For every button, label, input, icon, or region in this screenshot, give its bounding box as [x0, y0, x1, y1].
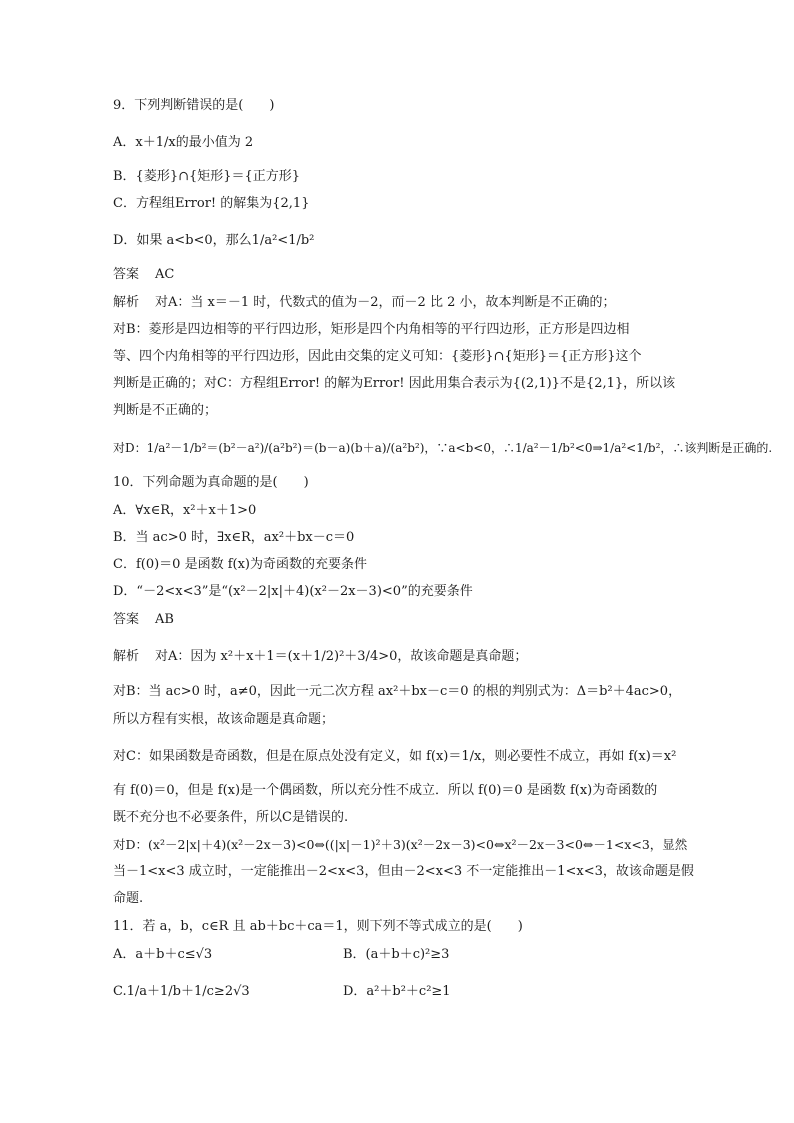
q10-option-a: A．∀x∈R，x²＋x＋1>0 [113, 503, 257, 518]
answer-label: 答案 [113, 267, 140, 282]
q10-analysis-line-8: 当－1<x<3 成立时，一定能推出－2<x<3，但由－2<x<3 不一定能推出－1<x<3，故该命题是假 [113, 864, 694, 879]
q9-stem: 9．下列判断错误的是( ) [113, 98, 275, 113]
q9-analysis-line-4: 判断是正确的；对C：方程组Error! 的解为Error! 因此用集合表示为{(2,1)}不是{2,1}，所以该 [113, 376, 676, 391]
q9-option-b: B．{菱形}∩{矩形}＝{正方形} [113, 169, 301, 184]
q11-option-d: D．a²＋b²＋c²≥1 [343, 984, 451, 999]
q9-analysis-line-3: 等、四个内角相等的平行四边形，因此由交集的定义可知：{菱形}∩{矩形}＝{正方形}这个 [113, 349, 642, 364]
answer-value: AC [155, 267, 175, 282]
analysis-label: 解析 [113, 649, 140, 664]
answer-label: 答案 [113, 612, 140, 627]
q9-analysis-line-5: 判断是不正确的； [113, 403, 218, 418]
analysis-label: 解析 [113, 295, 140, 310]
q11-option-c: C.1/a＋1/b＋1/c≥2√3 [113, 984, 250, 999]
q11-option-b: B．(a＋b＋c)²≥3 [343, 947, 450, 962]
q10-analysis-line-4: 对C：如果函数是奇函数，但是在原点处没有定义，如 f(x)＝1/x，则必要性不成立，再如 f(x)＝x² [113, 749, 677, 764]
q9-option-c: C．方程组Error! 的解集为{2,1} [113, 196, 310, 211]
q9-option-a: A．x＋1/x的最小值为 2 [113, 135, 254, 150]
q10-analysis-line-7: 对D：(x²－2|x|＋4)(x²－2x－3)<0⇔((|x|－1)²＋3)(x²－2x－3)<0⇔x²－2x－3<0⇔－1<x<3，显然 [113, 837, 688, 852]
q10-analysis-line-5: 有 f(0)＝0，但是 f(x)是一个偶函数，所以充分性不成立．所以 f(0)＝0 是函数 f(x)为奇函数的 [113, 783, 658, 798]
q11-stem: 11．若 a，b，c∈R 且 ab＋bc＋ca＝1，则下列不等式成立的是( ) [113, 919, 523, 934]
q9-analysis-line-1: 解析 对A：当 x＝－1 时，代数式的值为－2，而－2 比 2 小，故本判断是不正确的； [113, 295, 616, 310]
q10-analysis-line-1: 解析 对A：因为 x²＋x＋1＝(x＋1/2)²＋3/4>0，故该命题是真命题； [113, 649, 528, 664]
q10-answer-row [113, 611, 174, 629]
q9-analysis-line-6: 对D：1/a²－1/b²＝(b²－a²)/(a²b²)＝(b－a)(b＋a)/(a²b²)，∵a<b<0，∴1/a²－1/b²<0⇒1/a²<1/b²，∴该判断是正确的. [113, 441, 773, 455]
q9-option-d: D．如果 a<b<0，那么1/a²<1/b² [113, 233, 315, 248]
q10-option-c: C．f(0)＝0 是函数 f(x)为奇函数的充要条件 [113, 557, 367, 572]
q10-option-b: B．当 ac>0 时，∃x∈R，ax²＋bx－c＝0 [113, 530, 355, 545]
q10-analysis-line-6: 既不充分也不必要条件，所以C是错误的. [113, 810, 349, 825]
q10-option-d: D．“－2<x<3”是“(x²－2|x|＋4)(x²－2x－3)<0”的充要条件 [113, 584, 473, 599]
q10-analysis-line-2: 对B：当 ac>0 时，a≠0，因此一元二次方程 ax²＋bx－c＝0 的根的判别式为：Δ＝b²＋4ac>0， [113, 684, 682, 699]
q10-analysis-line-9: 命题. [113, 891, 144, 906]
q10-analysis-line-3: 所以方程有实根，故该命题是真命题； [113, 712, 335, 727]
q11-option-a: A．a＋b＋c≤√3 [113, 947, 213, 962]
q9-answer-row [113, 266, 174, 284]
q9-analysis-line-2: 对B：菱形是四边相等的平行四边形，矩形是四个内角相等的平行四边形，正方形是四边相 [113, 322, 630, 337]
q10-stem: 10．下列命题为真命题的是( ) [113, 475, 309, 490]
answer-value: AB [155, 612, 174, 627]
